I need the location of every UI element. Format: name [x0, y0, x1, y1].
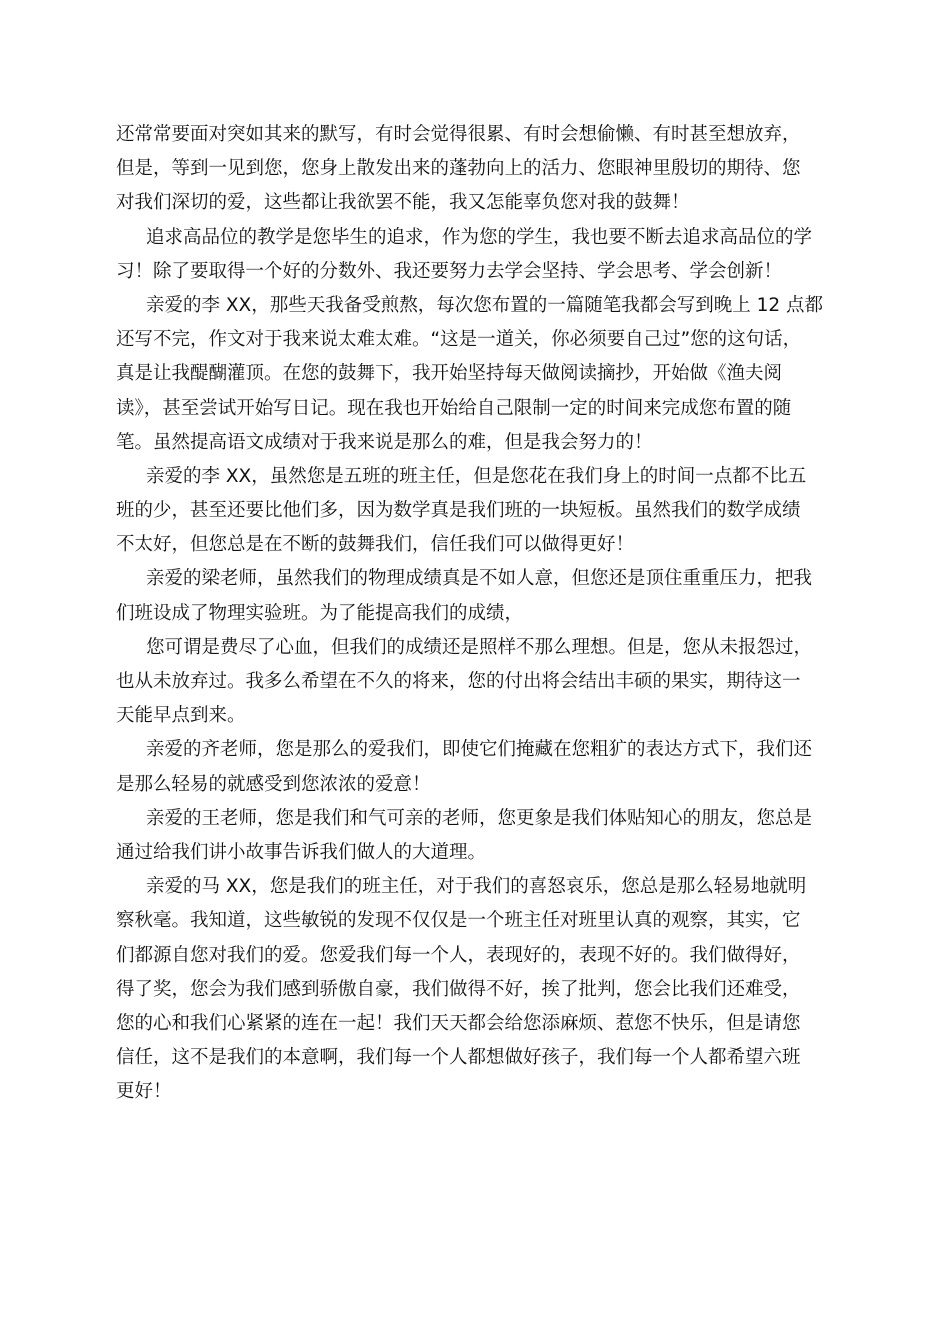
text-line: 亲爱的李 XX，虽然您是五班的班主任，但是您花在我们身上的时间一点都不比五 — [146, 465, 807, 487]
text-line: 天能早点到来。 — [116, 705, 246, 727]
text-line: 不太好，但您总是在不断的鼓舞我们，信任我们可以做得更好！ — [116, 534, 635, 556]
text-line: 您可谓是费尽了心血，但我们的成绩还是照样不那么理想。但是，您从未报怨过， — [146, 636, 813, 658]
text-line: 追求高品位的教学是您毕生的追求，作为您的学生，我也要不断去追求高品位的学 — [146, 226, 813, 248]
text-line: 们都源自您对我们的爱。您爱我们每一个人，表现好的，表现不好的。我们做得好， — [116, 944, 801, 966]
text-line: 亲爱的王老师，您是我们和气可亲的老师，您更象是我们体贴知心的朋友，您总是 — [146, 807, 813, 829]
text-line: 是那么轻易的就感受到您浓浓的爱意！ — [116, 773, 431, 795]
text-line: 亲爱的齐老师，您是那么的爱我们，即使它们掩藏在您粗犷的表达方式下，我们还 — [146, 739, 813, 761]
text-line: 习！除了要取得一个好的分数外、我还要努力去学会坚持、学会思考、学会创新！ — [116, 260, 783, 282]
text-line: 们班设成了物理实验班。为了能提高我们的成绩， — [116, 602, 524, 624]
text-line: 察秋毫。我知道，这些敏锐的发现不仅仅是一个班主任对班里认真的观察，其实，它 — [116, 910, 801, 932]
text-line: 得了奖，您会为我们感到骄傲自豪，我们做得不好，挨了批判，您会比我们还难受， — [116, 978, 801, 1000]
text-line: 通过给我们讲小故事告诉我们做人的大道理。 — [116, 841, 487, 863]
text-line: 读》，甚至尝试开始写日记。现在我也开始给自己限制一定的时间来完成您布置的随 — [116, 397, 792, 419]
text-line: 亲爱的李 XX，那些天我备受煎熬，每次您布置的一篇随笔我都会写到晚上 12 点都 — [146, 294, 824, 316]
text-line: 亲爱的马 XX，您是我们的班主任，对于我们的喜怒哀乐，您总是那么轻易地就明 — [146, 876, 807, 898]
text-line: 也从未放弃过。我多么希望在不久的将来，您的付出将会结出丰硕的果实，期待这一 — [116, 671, 801, 692]
text-line: 您的心和我们心紧紧的连在一起！我们天天都会给您添麻烦、惹您不快乐，但是请您 — [116, 1012, 801, 1034]
text-line: 笔。虽然提高语文成绩对于我来说是那么的难，但是我会努力的！ — [116, 431, 653, 453]
text-line: 还写不完，作文对于我来说太难太难。“这是一道关，你必须要自己过”您的这句话， — [116, 329, 802, 351]
document-body — [116, 118, 836, 1109]
text-line: 还常常要面对突如其来的默写，有时会觉得很累、有时会想偷懒、有时甚至想放弃， — [116, 124, 801, 145]
text-line: 班的少，甚至还要比他们多，因为数学真是我们班的一块短板。虽然我们的数学成绩 — [116, 500, 801, 522]
text-line: 信任，这不是我们的本意啊，我们每一个人都想做好孩子，我们每一个人都希望六班 — [116, 1047, 801, 1069]
text-line: 对我们深切的爱，这些都让我欲罢不能，我又怎能辜负您对我的鼓舞！ — [116, 192, 690, 214]
text-line: 更好！ — [116, 1081, 172, 1103]
text-line: 亲爱的梁老师，虽然我们的物理成绩真是不如人意，但您还是顶住重重压力，把我 — [146, 568, 813, 590]
text-line: 真是让我醍醐灌顶。在您的鼓舞下，我开始坚持每天做阅读摘抄，开始做《渔夫阅 — [116, 363, 783, 385]
text-line: 但是，等到一见到您，您身上散发出来的蓬勃向上的活力、您眼神里殷切的期待、您 — [116, 158, 801, 180]
